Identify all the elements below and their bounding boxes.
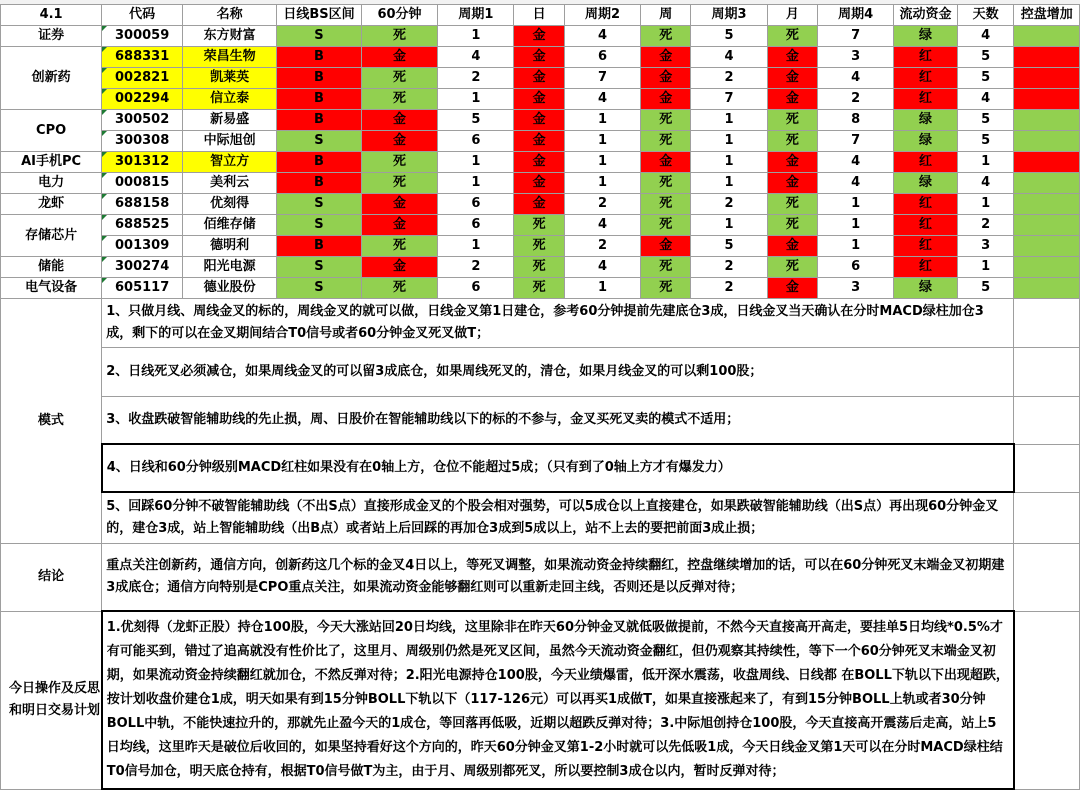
name-cell[interactable]: 中际旭创: [183, 131, 277, 152]
period1-cell[interactable]: 1: [438, 173, 514, 194]
control-cell[interactable]: [1014, 47, 1080, 68]
control-cell[interactable]: [1014, 236, 1080, 257]
period4-cell[interactable]: 4: [818, 68, 894, 89]
min60-cell[interactable]: 金: [361, 47, 438, 68]
period4-cell[interactable]: 7: [818, 131, 894, 152]
blank-cell[interactable]: [1014, 444, 1080, 492]
flow-cell[interactable]: 绿: [894, 131, 958, 152]
name-cell[interactable]: 新易盛: [183, 110, 277, 131]
header-cell[interactable]: 周: [641, 5, 691, 26]
code-cell[interactable]: 688331: [102, 47, 183, 68]
name-cell[interactable]: 德明利: [183, 236, 277, 257]
name-cell[interactable]: 阳光电源: [183, 257, 277, 278]
code-cell[interactable]: 001309: [102, 236, 183, 257]
period1-cell[interactable]: 1: [438, 236, 514, 257]
table-row: [1, 89, 1080, 110]
header-cell[interactable]: 日线BS区间: [277, 5, 361, 26]
day-cell[interactable]: 死: [514, 278, 564, 299]
control-cell[interactable]: [1014, 257, 1080, 278]
flow-cell[interactable]: 绿: [894, 110, 958, 131]
period2-cell[interactable]: 4: [564, 257, 640, 278]
bs-cell[interactable]: S: [277, 26, 361, 47]
name-cell[interactable]: 凯莱英: [183, 68, 277, 89]
period2-cell[interactable]: 4: [564, 26, 640, 47]
month-cell[interactable]: 死: [767, 194, 817, 215]
category-cell[interactable]: 证券: [1, 26, 102, 47]
min60-cell[interactable]: 金: [361, 215, 438, 236]
period1-cell[interactable]: 6: [438, 131, 514, 152]
header-cell[interactable]: 控盘增加: [1014, 5, 1080, 26]
header-cell[interactable]: 周期4: [818, 5, 894, 26]
period3-cell[interactable]: 2: [691, 68, 767, 89]
blank-cell[interactable]: [1014, 611, 1080, 789]
code-cell[interactable]: 300308: [102, 131, 183, 152]
table-row: [1, 47, 1080, 68]
control-cell[interactable]: [1014, 26, 1080, 47]
name-cell[interactable]: 优刻得: [183, 194, 277, 215]
period1-cell[interactable]: 6: [438, 194, 514, 215]
flow-cell[interactable]: 红: [894, 257, 958, 278]
min60-cell[interactable]: 死: [361, 26, 438, 47]
period2-cell[interactable]: 4: [564, 89, 640, 110]
code-cell[interactable]: 688158: [102, 194, 183, 215]
bs-cell[interactable]: B: [277, 236, 361, 257]
header-cell[interactable]: 60分钟: [361, 5, 438, 26]
month-cell[interactable]: 金: [767, 68, 817, 89]
code-cell[interactable]: 300274: [102, 257, 183, 278]
table-row: [1, 194, 1080, 215]
week-cell[interactable]: 死: [641, 26, 691, 47]
day-cell[interactable]: 金: [514, 152, 564, 173]
days-cell[interactable]: 5: [957, 110, 1014, 131]
bs-cell[interactable]: S: [277, 257, 361, 278]
flow-cell[interactable]: 红: [894, 215, 958, 236]
flow-cell[interactable]: 红: [894, 47, 958, 68]
bs-cell[interactable]: S: [277, 215, 361, 236]
month-cell[interactable]: 死: [767, 110, 817, 131]
period1-cell[interactable]: 2: [438, 68, 514, 89]
category-cell[interactable]: 存储芯片: [1, 215, 102, 257]
code-cell[interactable]: 002821: [102, 68, 183, 89]
mode-rule-3-text[interactable]: 3、收盘跌破智能辅助线的先止损，周、日股价在智能辅助线以下的标的不参与，金叉买死叉卖的模式不适用；: [102, 397, 1014, 445]
day-cell[interactable]: 死: [514, 257, 564, 278]
period2-cell[interactable]: 1: [564, 152, 640, 173]
name-cell[interactable]: 佰维存储: [183, 215, 277, 236]
flow-cell[interactable]: 绿: [894, 278, 958, 299]
day-cell[interactable]: 金: [514, 47, 564, 68]
week-cell[interactable]: 死: [641, 131, 691, 152]
table-row: [1, 278, 1080, 299]
period1-cell[interactable]: 1: [438, 89, 514, 110]
code-cell[interactable]: 300059: [102, 26, 183, 47]
month-cell[interactable]: 金: [767, 89, 817, 110]
period3-cell[interactable]: 1: [691, 173, 767, 194]
header-cell[interactable]: 名称: [183, 5, 277, 26]
week-cell[interactable]: 金: [641, 47, 691, 68]
days-cell[interactable]: 5: [957, 68, 1014, 89]
days-cell[interactable]: 4: [957, 173, 1014, 194]
blank-cell[interactable]: [1014, 492, 1080, 544]
days-cell[interactable]: 4: [957, 26, 1014, 47]
period4-cell[interactable]: 8: [818, 110, 894, 131]
blank-cell[interactable]: [1014, 397, 1080, 445]
min60-cell[interactable]: 死: [361, 89, 438, 110]
days-cell[interactable]: 5: [957, 47, 1014, 68]
week-cell[interactable]: 金: [641, 152, 691, 173]
days-cell[interactable]: 5: [957, 278, 1014, 299]
month-cell[interactable]: 死: [767, 131, 817, 152]
bs-cell[interactable]: S: [277, 278, 361, 299]
category-cell[interactable]: 电力: [1, 173, 102, 194]
week-cell[interactable]: 金: [641, 89, 691, 110]
days-cell[interactable]: 1: [957, 194, 1014, 215]
code-cell[interactable]: 002294: [102, 89, 183, 110]
header-cell[interactable]: 周期1: [438, 5, 514, 26]
period2-cell[interactable]: 7: [564, 68, 640, 89]
period1-cell[interactable]: 4: [438, 47, 514, 68]
mode-rule-1-text[interactable]: 1、只做月线、周线金叉的标的，周线金叉的就可以做，日线金叉第1日建仓，参考60分钟提前先建底仓3成，日线金叉当天确认在分时MACD绿柱加仓3成，剩下的可以在金叉期间结合T0信号或者60分钟金叉死叉做T；: [102, 299, 1014, 348]
min60-cell[interactable]: 死: [361, 236, 438, 257]
day-cell[interactable]: 金: [514, 194, 564, 215]
table-row: [1, 110, 1080, 131]
table-row: [1, 68, 1080, 89]
period3-cell[interactable]: 1: [691, 131, 767, 152]
days-cell[interactable]: 1: [957, 152, 1014, 173]
day-cell[interactable]: 金: [514, 89, 564, 110]
period2-cell[interactable]: 2: [564, 194, 640, 215]
week-cell[interactable]: 金: [641, 236, 691, 257]
min60-cell[interactable]: 金: [361, 110, 438, 131]
control-cell[interactable]: [1014, 215, 1080, 236]
month-cell[interactable]: 金: [767, 152, 817, 173]
control-cell[interactable]: [1014, 173, 1080, 194]
period4-cell[interactable]: 3: [818, 47, 894, 68]
period1-cell[interactable]: 6: [438, 215, 514, 236]
header-cell[interactable]: 天数: [957, 5, 1014, 26]
bs-cell[interactable]: S: [277, 131, 361, 152]
plan-row: [1, 611, 1080, 789]
stock-table: [0, 4, 1080, 790]
period3-cell[interactable]: 2: [691, 257, 767, 278]
period4-cell[interactable]: 1: [818, 194, 894, 215]
category-cell[interactable]: 创新药: [1, 47, 102, 110]
day-cell[interactable]: 金: [514, 68, 564, 89]
period4-cell[interactable]: 4: [818, 173, 894, 194]
blank-cell[interactable]: [1014, 348, 1080, 397]
days-cell[interactable]: 3: [957, 236, 1014, 257]
mode-rule-5-text[interactable]: 5、回踩60分钟不破智能辅助线（不出S点）直接形成金叉的个股会相对强势，可以5成仓以上直接建仓，如果跌破智能辅助线（出S点）再出现60分钟金叉的，建仓3成，站上智能辅助线（出B点）或者站上后回踩的再加仓3成到5成以上，站不上去的要把前面3成止损；: [102, 492, 1014, 544]
days-cell[interactable]: 5: [957, 131, 1014, 152]
flow-cell[interactable]: 红: [894, 68, 958, 89]
mode-rule-3-row: [1, 397, 1080, 445]
header-cell[interactable]: 周期3: [691, 5, 767, 26]
flow-cell[interactable]: 红: [894, 152, 958, 173]
period1-cell[interactable]: 1: [438, 26, 514, 47]
flow-cell[interactable]: 红: [894, 194, 958, 215]
conclusion-label: 结论: [1, 544, 102, 612]
code-cell[interactable]: 300502: [102, 110, 183, 131]
days-cell[interactable]: 1: [957, 257, 1014, 278]
header-cell[interactable]: 日: [514, 5, 564, 26]
blank-cell[interactable]: [1014, 299, 1080, 348]
week-cell[interactable]: 死: [641, 215, 691, 236]
period4-cell[interactable]: 6: [818, 257, 894, 278]
day-cell[interactable]: 金: [514, 26, 564, 47]
period4-cell[interactable]: 2: [818, 89, 894, 110]
mode-rule-4-row: [1, 444, 1080, 492]
name-cell[interactable]: 东方财富: [183, 26, 277, 47]
period3-cell[interactable]: 1: [691, 110, 767, 131]
header-cell[interactable]: 月: [767, 5, 817, 26]
month-cell[interactable]: 金: [767, 173, 817, 194]
period3-cell[interactable]: 5: [691, 236, 767, 257]
code-cell[interactable]: 688525: [102, 215, 183, 236]
week-cell[interactable]: 死: [641, 110, 691, 131]
flow-cell[interactable]: 绿: [894, 26, 958, 47]
period4-cell[interactable]: 3: [818, 278, 894, 299]
period1-cell[interactable]: 2: [438, 257, 514, 278]
period1-cell[interactable]: 5: [438, 110, 514, 131]
bs-cell[interactable]: B: [277, 47, 361, 68]
period2-cell[interactable]: 4: [564, 215, 640, 236]
period2-cell[interactable]: 6: [564, 47, 640, 68]
day-cell[interactable]: 金: [514, 131, 564, 152]
code-cell[interactable]: 301312: [102, 152, 183, 173]
week-cell[interactable]: 死: [641, 173, 691, 194]
table-row: [1, 257, 1080, 278]
mode-rule-1-label: 模式: [1, 299, 102, 544]
day-cell[interactable]: 死: [514, 215, 564, 236]
week-cell[interactable]: 死: [641, 257, 691, 278]
days-cell[interactable]: 4: [957, 89, 1014, 110]
control-cell[interactable]: [1014, 131, 1080, 152]
period2-cell[interactable]: 1: [564, 131, 640, 152]
flow-cell[interactable]: 红: [894, 236, 958, 257]
code-cell[interactable]: 000815: [102, 173, 183, 194]
period4-cell[interactable]: 7: [818, 26, 894, 47]
control-cell[interactable]: [1014, 278, 1080, 299]
control-cell[interactable]: [1014, 68, 1080, 89]
table-row: [1, 236, 1080, 257]
header-cell[interactable]: 代码: [102, 5, 183, 26]
table-row: [1, 173, 1080, 194]
period3-cell[interactable]: 2: [691, 194, 767, 215]
category-cell[interactable]: CPO: [1, 110, 102, 152]
week-cell[interactable]: 死: [641, 278, 691, 299]
plan-text[interactable]: 1.优刻得（龙虾正股）持仓100股，今天大涨站回20日均线，这里除非在昨天60分钟金叉就低吸做提前，不然今天直接高开高走，要挂单5日均线*0.5%才有可能买到，错过了追高就没有性价比了，这里月、周级别仍然是死叉区间，虽然今天流动资金翻红，但仍观察其持续性，等下一个60分钟死叉末端金叉初期，如果流动资金持续翻红就加仓，不然反弹对待；2.阳光电源持仓100股，今天业绩爆雷，低开深水震荡，收盘周线、日线都 在BOLL下轨以下出现超跌，按计划收盘价建仓1成，明天如果有到15分钟BOLL下轨以下（117-126元）可以再买1成做T，如果直接涨起来了，有到15分钟BOLL上轨或者30分钟BOLL中轨，不能快速拉升的，那就先止盈今天的1成仓，等回落再低吸，近期以超跌反弹对待；3.中际旭创持仓100股，今天直接高开震荡后走高，站上5日均线，这里昨天是破位后收回的，如果坚持看好这个方向的，昨天60分钟金叉第1-2小时就可以先低吸1成，今天日线金叉第1天可以在分时MACD绿柱结T0信号加仓，明天底仓持有，根据T0信号做T为主，由于月、周级别都死叉，所以要控制3成仓以内，暂时反弹对待；: [102, 611, 1014, 789]
header-cell[interactable]: 流动资金: [894, 5, 958, 26]
table-row: [1, 131, 1080, 152]
min60-cell[interactable]: 金: [361, 131, 438, 152]
mode-rule-4-text[interactable]: 4、日线和60分钟级别MACD红柱如果没有在0轴上方，仓位不能超过5成；（只有到了0轴上方才有爆发力）: [102, 444, 1014, 492]
month-cell[interactable]: 金: [767, 47, 817, 68]
period4-cell[interactable]: 1: [818, 236, 894, 257]
table-row: [1, 215, 1080, 236]
period3-cell[interactable]: 5: [691, 26, 767, 47]
code-cell[interactable]: 605117: [102, 278, 183, 299]
period3-cell[interactable]: 1: [691, 215, 767, 236]
category-cell[interactable]: 电气设备: [1, 278, 102, 299]
bs-cell[interactable]: B: [277, 110, 361, 131]
day-cell[interactable]: 死: [514, 236, 564, 257]
bs-cell[interactable]: S: [277, 194, 361, 215]
blank-cell[interactable]: [1014, 544, 1080, 612]
header-cell[interactable]: 周期2: [564, 5, 640, 26]
header-cell[interactable]: 4.1: [1, 5, 102, 26]
control-cell[interactable]: [1014, 89, 1080, 110]
month-cell[interactable]: 死: [767, 257, 817, 278]
category-cell[interactable]: AI手机PC: [1, 152, 102, 173]
bs-cell[interactable]: B: [277, 68, 361, 89]
period4-cell[interactable]: 4: [818, 152, 894, 173]
min60-cell[interactable]: 死: [361, 152, 438, 173]
day-cell[interactable]: 金: [514, 110, 564, 131]
period3-cell[interactable]: 4: [691, 47, 767, 68]
period3-cell[interactable]: 1: [691, 152, 767, 173]
week-cell[interactable]: 死: [641, 194, 691, 215]
name-cell[interactable]: 智立方: [183, 152, 277, 173]
period1-cell[interactable]: 6: [438, 278, 514, 299]
month-cell[interactable]: 金: [767, 278, 817, 299]
min60-cell[interactable]: 死: [361, 173, 438, 194]
control-cell[interactable]: [1014, 152, 1080, 173]
category-cell[interactable]: 储能: [1, 257, 102, 278]
period2-cell[interactable]: 1: [564, 173, 640, 194]
mode-rule-2-row: [1, 348, 1080, 397]
bs-cell[interactable]: B: [277, 89, 361, 110]
control-cell[interactable]: [1014, 194, 1080, 215]
month-cell[interactable]: 死: [767, 215, 817, 236]
period3-cell[interactable]: 2: [691, 278, 767, 299]
period2-cell[interactable]: 1: [564, 110, 640, 131]
mode-rule-1-row: [1, 299, 1080, 348]
mode-rule-5-row: [1, 492, 1080, 544]
flow-cell[interactable]: 绿: [894, 173, 958, 194]
period3-cell[interactable]: 7: [691, 89, 767, 110]
period2-cell[interactable]: 1: [564, 278, 640, 299]
days-cell[interactable]: 2: [957, 215, 1014, 236]
min60-cell[interactable]: 金: [361, 194, 438, 215]
flow-cell[interactable]: 红: [894, 89, 958, 110]
month-cell[interactable]: 金: [767, 236, 817, 257]
month-cell[interactable]: 死: [767, 26, 817, 47]
bs-cell[interactable]: B: [277, 173, 361, 194]
period4-cell[interactable]: 1: [818, 215, 894, 236]
control-cell[interactable]: [1014, 110, 1080, 131]
day-cell[interactable]: 金: [514, 173, 564, 194]
plan-label: 今日操作及反思和明日交易计划: [1, 611, 102, 789]
category-cell[interactable]: 龙虾: [1, 194, 102, 215]
table-row: [1, 26, 1080, 47]
week-cell[interactable]: 金: [641, 68, 691, 89]
name-cell[interactable]: 信立泰: [183, 89, 277, 110]
name-cell[interactable]: 德业股份: [183, 278, 277, 299]
table-row: [1, 152, 1080, 173]
period1-cell[interactable]: 1: [438, 152, 514, 173]
period2-cell[interactable]: 2: [564, 236, 640, 257]
bs-cell[interactable]: B: [277, 152, 361, 173]
conclusion-row: [1, 544, 1080, 612]
name-cell[interactable]: 美利云: [183, 173, 277, 194]
conclusion-text[interactable]: 重点关注创新药，通信方向，创新药这几个标的金叉4日以上，等死叉调整，如果流动资金持续翻红，控盘继续增加的话，可以在60分钟死叉末端金叉初期建3成底仓；通信方向特别是CPO重点关注，如果流动资金能够翻红则可以重新走回主线，否则还是以反弹对待；: [102, 544, 1014, 612]
min60-cell[interactable]: 死: [361, 278, 438, 299]
mode-rule-2-text[interactable]: 2、日线死叉必须减仓，如果周线金叉的可以留3成底仓，如果周线死叉的，清仓，如果月线金叉的可以剩100股；: [102, 348, 1014, 397]
name-cell[interactable]: 荣昌生物: [183, 47, 277, 68]
min60-cell[interactable]: 死: [361, 68, 438, 89]
min60-cell[interactable]: 金: [361, 257, 438, 278]
header-row: [1, 5, 1080, 26]
